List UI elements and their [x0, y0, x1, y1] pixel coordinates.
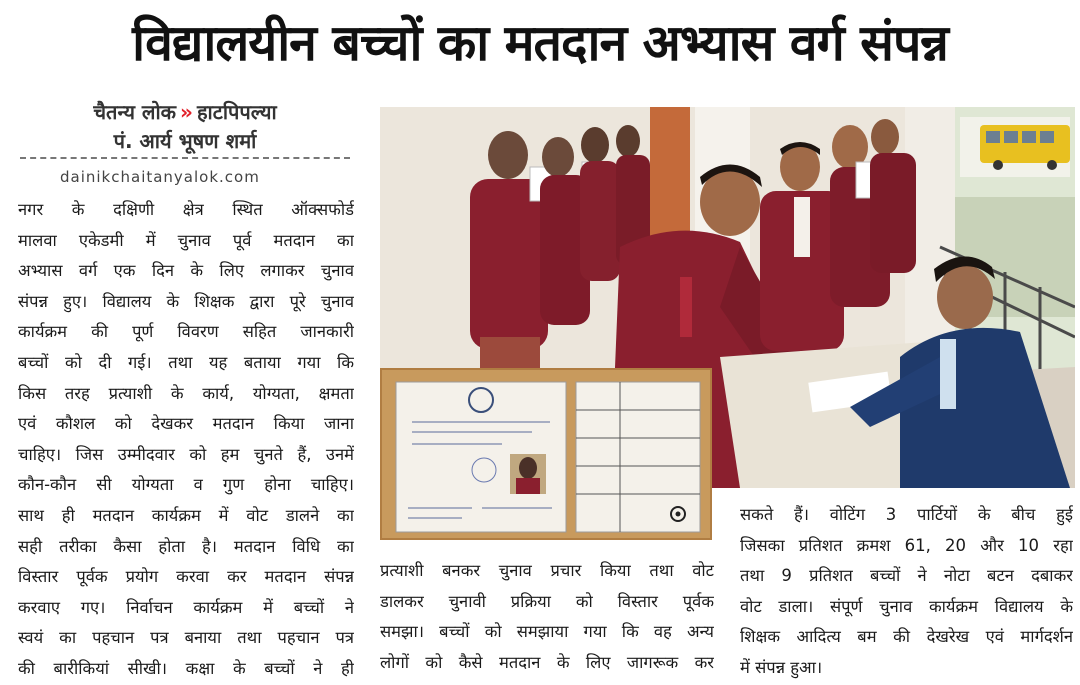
article-column-1 — [18, 195, 354, 685]
ballot-paper — [576, 382, 700, 532]
article-line: शिक्षक आदित्य बम की देखरेख एवं मार्गदर्शन — [740, 627, 1073, 647]
byline-author: पं. आर्य भूषण शर्मा — [113, 129, 257, 153]
article-column-2 — [380, 556, 714, 678]
article-line: बच्चों को दी गई। तथा यह बताया गया कि — [18, 352, 354, 372]
article-line: में संपन्न हुआ। — [740, 657, 823, 677]
id-card-ballot-inset — [380, 368, 712, 540]
article-line: कार्यक्रम की पूर्ण विवरण सहित जानकारी — [18, 322, 354, 342]
article-line: किस तरह प्रत्याशी के कार्य, योग्यता, क्षमता — [18, 383, 354, 403]
article-line: डालकर चुनावी प्रक्रिया को विस्तार पूर्वक — [380, 591, 714, 611]
inset-illustration — [382, 370, 710, 538]
article-line: तथा 9 प्रतिशत बच्चों ने नोटा बटन दबाकर — [740, 566, 1073, 586]
byline — [20, 98, 350, 156]
article-line: संपन्न हुए। विद्यालय के शिक्षक द्वारा पूरे चुनाव — [18, 291, 354, 311]
article-line: की बारीकियां सीखी। कक्षा के बच्चों ने ही — [18, 658, 354, 678]
article-line: जिसका प्रतिशत क्रमश 61, 20 और 10 रहा — [740, 535, 1073, 555]
article-line: सही तरीका कैसा होता है। मतदान विधि का — [18, 536, 354, 556]
article-line: नगर के दक्षिणी क्षेत्र स्थित ऑक्सफोर्ड — [18, 200, 354, 219]
article-line: चाहिए। जिस उम्मीदवार को हम चुनते हैं, उनमें — [18, 444, 354, 464]
article-line: सकते हैं। वोटिंग 3 पार्टियों के बीच हुई — [740, 505, 1073, 524]
article-line: विस्तार पूर्वक प्रयोग करवा कर मतदान संपन्न — [18, 567, 354, 587]
student-id-card — [396, 382, 566, 532]
website: dainikchaitanyalok.com — [60, 168, 260, 186]
article-line: अभ्यास वर्ग एक दिन के लिए लगाकर चुनाव — [18, 261, 354, 281]
article-line: मालवा एकेडमी में चुनाव पूर्व मतदान का — [18, 230, 354, 250]
byline-arrows: » — [180, 100, 193, 124]
article-line: एवं कौशल को देखकर मतदान किया जाना — [18, 414, 354, 434]
headline: विद्यालयीन बच्चों का मतदान अभ्यास वर्ग संपन्न — [132, 14, 948, 72]
article-column-3 — [740, 500, 1073, 684]
article-line: समझा। बच्चों को समझाया गया कि वह अन्य — [380, 622, 714, 642]
article-line: स्वयं का पहचान पत्र बनाया तथा पहचान पत्र — [18, 628, 354, 648]
article-line: वोट डाला। संपूर्ण चुनाव कार्यक्रम विद्यालय के — [740, 596, 1073, 616]
article-line: साथ ही मतदान कार्यक्रम में वोट डालने का — [18, 505, 354, 525]
article-line: कौन-कौन सी योग्यता व गुण होना चाहिए। — [18, 475, 354, 495]
byline-source-row — [20, 98, 350, 126]
article-line: प्रत्याशी बनकर चुनाव प्रचार किया तथा वोट — [380, 561, 714, 580]
byline-divider — [20, 157, 350, 159]
byline-location: हाटपिपल्या — [196, 100, 277, 124]
article-line: करवाए गए। निर्वाचन कार्यक्रम में बच्चों ने — [18, 597, 354, 617]
byline-source: चैतन्य लोक — [93, 100, 177, 124]
article-line: लोगों को कैसे मतदान के लिए जागरूक कर — [380, 652, 714, 672]
